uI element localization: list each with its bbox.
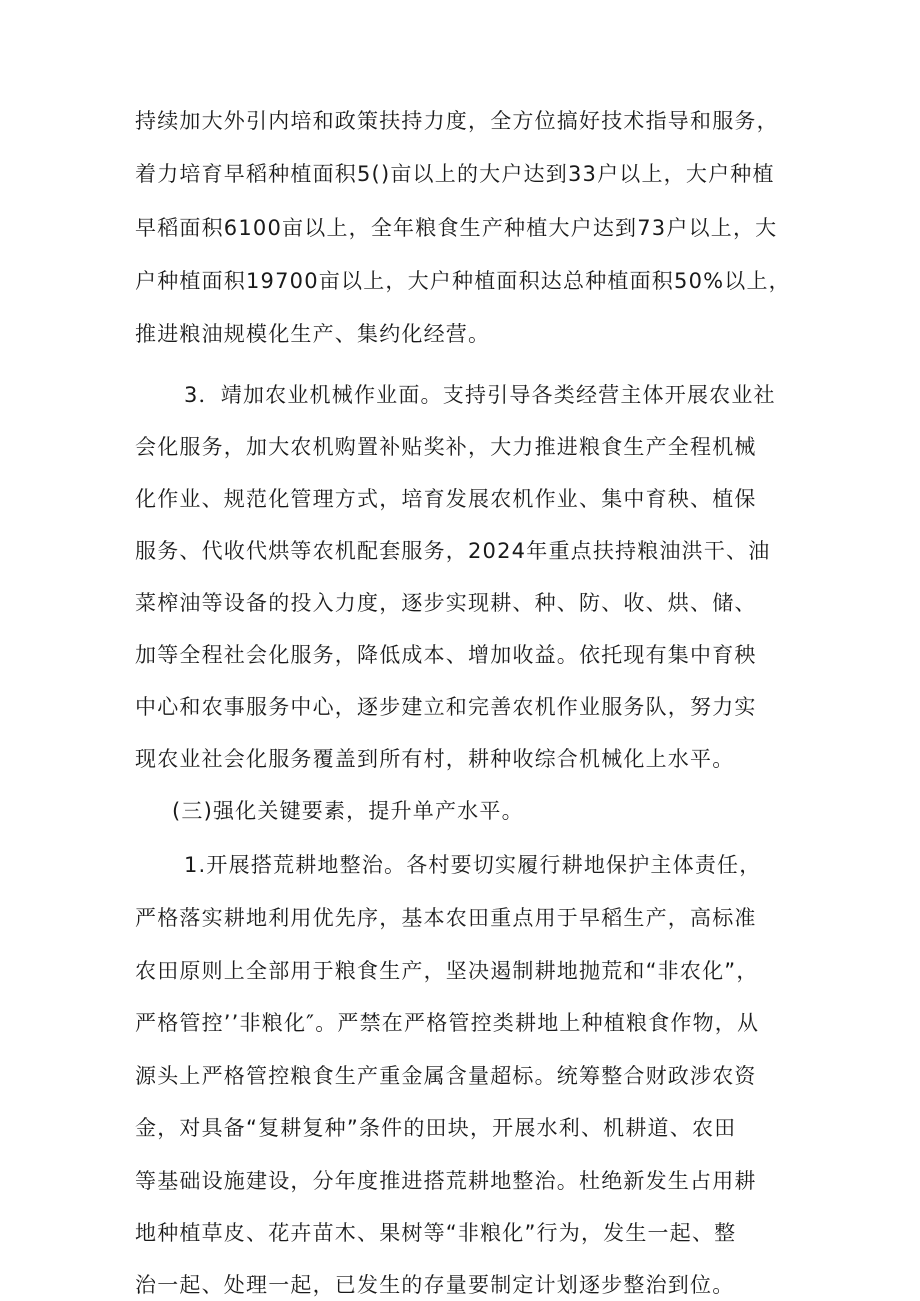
text-line: 服务、代收代烘等农机配套服务，2024年重点扶持粮油洪干、油 (135, 539, 771, 563)
text-line: 1.开展搭荒耕地整治。各村要切实履行耕地保护主体责任， (184, 853, 762, 877)
text-line: 治一起、处理一起，已发生的存量要制定计划逐步整治到位。 (135, 1273, 735, 1297)
text-line: 推进粮油规模化生产、集约化经营。 (135, 322, 491, 346)
text-line: 菜榨油等设备的投入力度，逐步实现耕、种、防、收、烘、储、 (135, 591, 757, 615)
text-line: 户种植面积19700亩以上，大户种植面积达总种植面积50%以上， (135, 269, 791, 293)
text-line: 严格落实耕地利用优先序，基本农田重点用于早稻生产，高标准 (135, 906, 757, 930)
text-line: 持续加大外引内培和政策扶持力度，全方位搞好技术指导和服务， (135, 109, 779, 133)
text-line: 加等全程社会化服务，降低成本、增加收益。依托现有集中育秧 (135, 643, 757, 667)
text-line: 地种植草皮、花卉苗木、果树等“非粮化”行为，发生一起、整 (135, 1221, 737, 1245)
text-line: 3．靖加农业机械作业面。支持引导各类经营主体开展农业社 (184, 383, 776, 407)
text-line: 会化服务，加大农机购置补贴奖补，大力推进粮食生产全程机械 (135, 435, 757, 459)
text-line: 早稻面积6100亩以上，全年粮食生产种植大户达到73户以上，大 (135, 216, 778, 240)
text-line: 着力培育早稻种植面积5()亩以上的大户达到33户以上，大户种植 (135, 162, 775, 186)
text-line: 源头上严格管控粮食生产重金属含量超标。统筹整合财政涉农资 (135, 1064, 757, 1088)
text-line: 等基础设施建设，分年度推进搭荒耕地整治。杜绝新发生占用耕 (135, 1169, 757, 1193)
text-line: 严格管控’’非粮化″。严禁在严格管控类耕地上种植粮食作物，从 (135, 1011, 760, 1035)
section-heading: (三)强化关键要素，提升单产水平。 (172, 799, 524, 823)
text-line: 化作业、规范化管理方式，培育发展农机作业、集中育秧、植保 (135, 487, 757, 511)
text-line: 现农业社会化服务覆盖到所有村，耕种收综合机械化上水平。 (135, 747, 735, 771)
text-line: 中心和农事服务中心，逐步建立和完善农机作业服务队，努力实 (135, 695, 757, 719)
text-line: 金，对具备“复耕复种”条件的田块，开展水利、机耕道、农田 (135, 1116, 737, 1140)
text-line: 农田原则上全部用于粮食生产，坚决遏制耕地抛荒和“非农化”， (135, 959, 759, 983)
